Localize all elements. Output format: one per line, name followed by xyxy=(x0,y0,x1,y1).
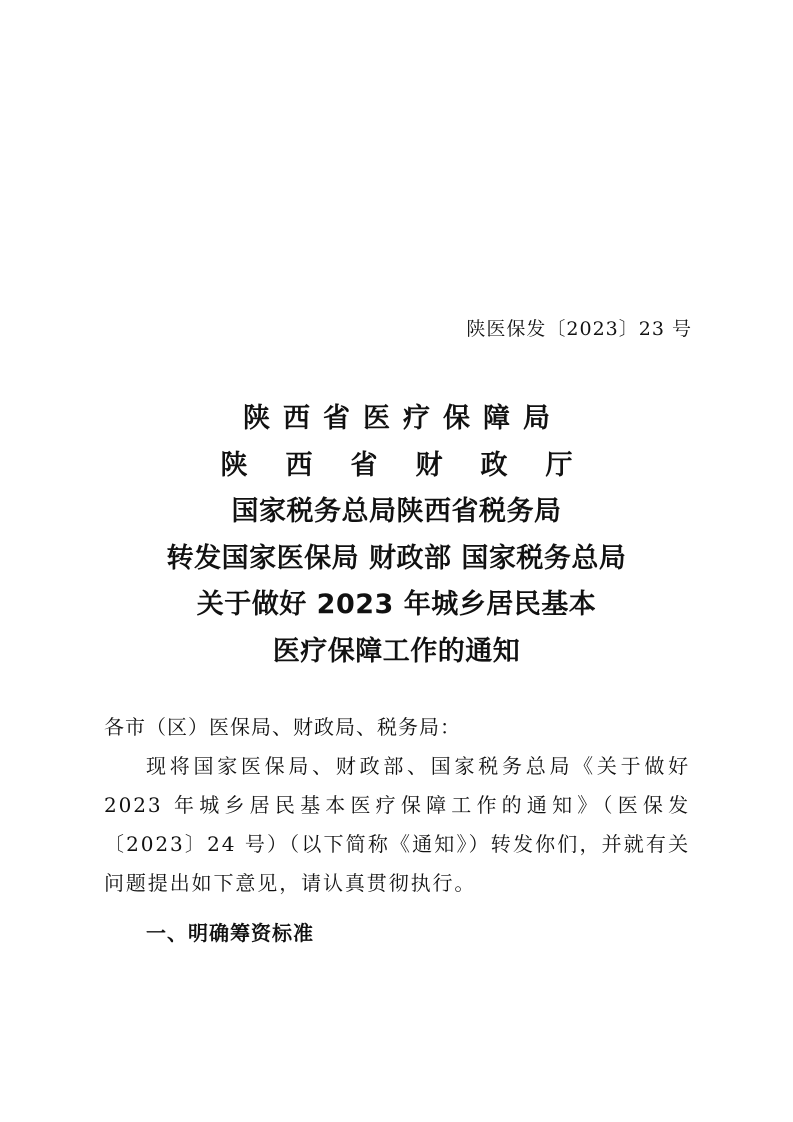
paragraph: 现将国家医保局、财政部、国家税务总局《关于做好 2023 年城乡居民基本医疗保障工作的通知》（医保发〔2023〕24 号）（以下简称《通知》）转发你们，并就有关问题提出如下意见，请认真贯彻执行。 xyxy=(104,754,690,895)
document-title xyxy=(0,396,793,675)
title-line-issuer-2: 陕西省财政厅 xyxy=(220,449,611,481)
section-heading: 一、明确筹资标准 xyxy=(146,921,314,945)
title-line-subject-1: 转发国家医保局 财政部 国家税务总局 xyxy=(166,542,627,574)
document-body xyxy=(104,708,690,903)
salutation: 各市（区）医保局、财政局、税务局： xyxy=(104,715,461,739)
document-number: 陕医保发〔2023〕23 号 xyxy=(466,318,692,340)
title-line-issuer-3: 国家税务总局陕西省税务局 xyxy=(231,496,562,527)
title-line-subject-3: 医疗保障工作的通知 xyxy=(272,635,521,667)
title-line-subject-2: 关于做好 2023 年城乡居民基本 xyxy=(196,589,597,620)
title-line-issuer-1: 陕西省医疗保障局 xyxy=(243,403,563,434)
